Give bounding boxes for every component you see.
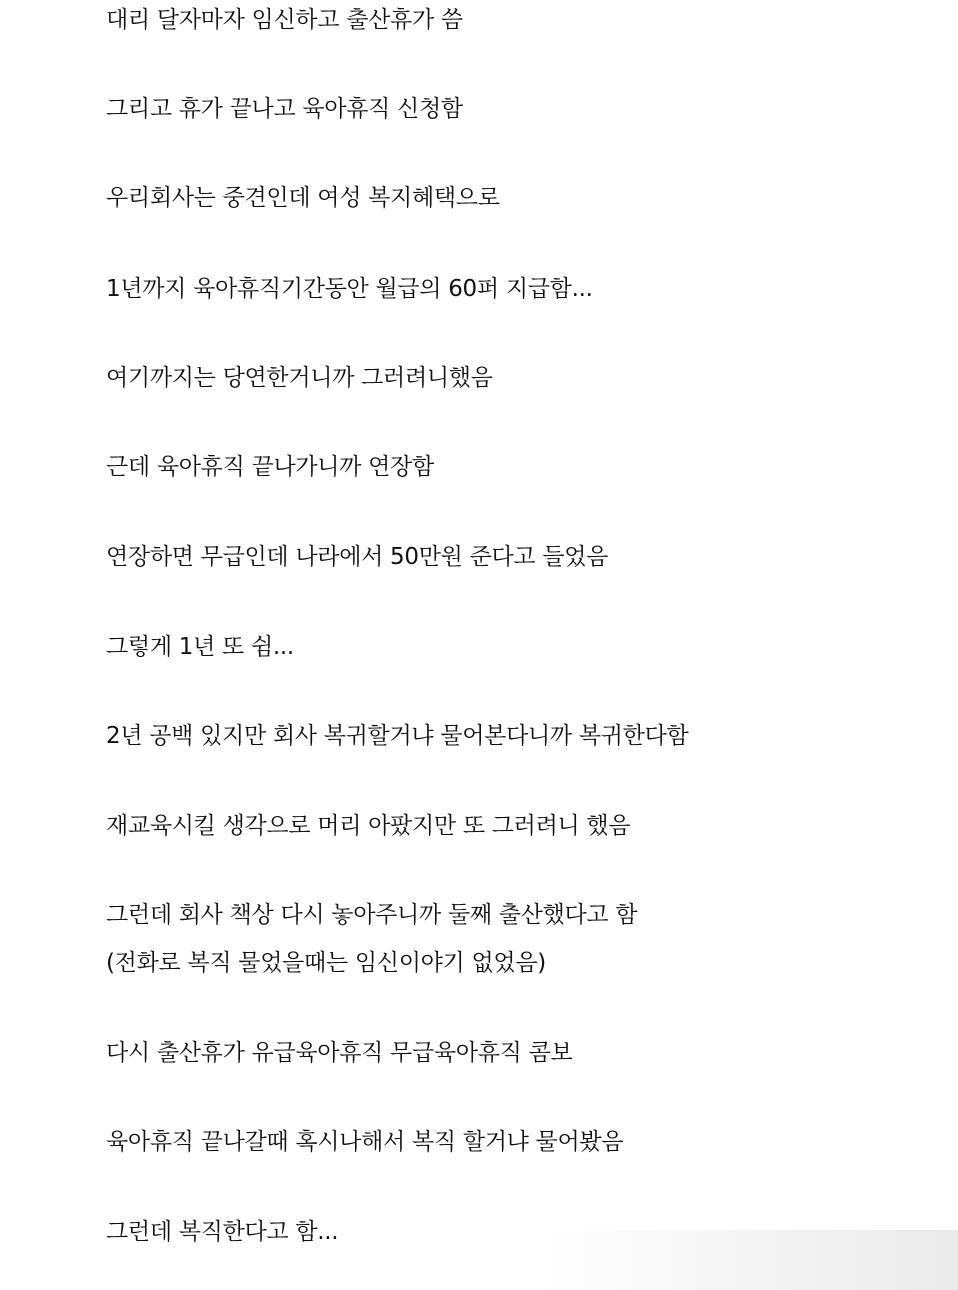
post-line: 그리고 휴가 끝나고 육아휴직 신청함 [106,96,463,122]
post-line: 다시 출산휴가 유급육아휴직 무급육아휴직 콤보 [106,1040,573,1066]
post-line: 근데 육아휴직 끝나가니까 연장함 [106,454,434,480]
post-line: 대리 달자마자 임신하고 출산휴가 씀 [106,7,463,33]
post-line: 2년 공백 있지만 회사 복귀할거냐 물어본다니까 복귀한다함 [106,723,689,749]
post-line: 그런데 회사 책상 다시 놓아주니까 둘째 출산했다고 함 [106,902,638,928]
post-line: 연장하면 무급인데 나라에서 50만원 준다고 들었음 [106,544,609,570]
post-line: 재교육시킬 생각으로 머리 아팠지만 또 그러려니 했음 [106,813,631,839]
post-line: 그런데 복직한다고 함... [106,1219,339,1245]
post-line: (전화로 복직 물었을때는 임신이야기 없었음) [106,950,546,976]
post-line: 육아휴직 끝나갈때 혹시나해서 복직 할거냐 물어봤음 [106,1129,624,1155]
corner-shadow [438,1230,958,1290]
post-line: 우리회사는 중견인데 여성 복지혜택으로 [106,185,500,211]
post-line: 1년까지 육아휴직기간동안 월급의 60퍼 지급함... [106,276,593,302]
post-line: 여기까지는 당연한거니까 그러려니했음 [106,365,493,391]
post-line: 그렇게 1년 또 쉼... [106,634,294,660]
